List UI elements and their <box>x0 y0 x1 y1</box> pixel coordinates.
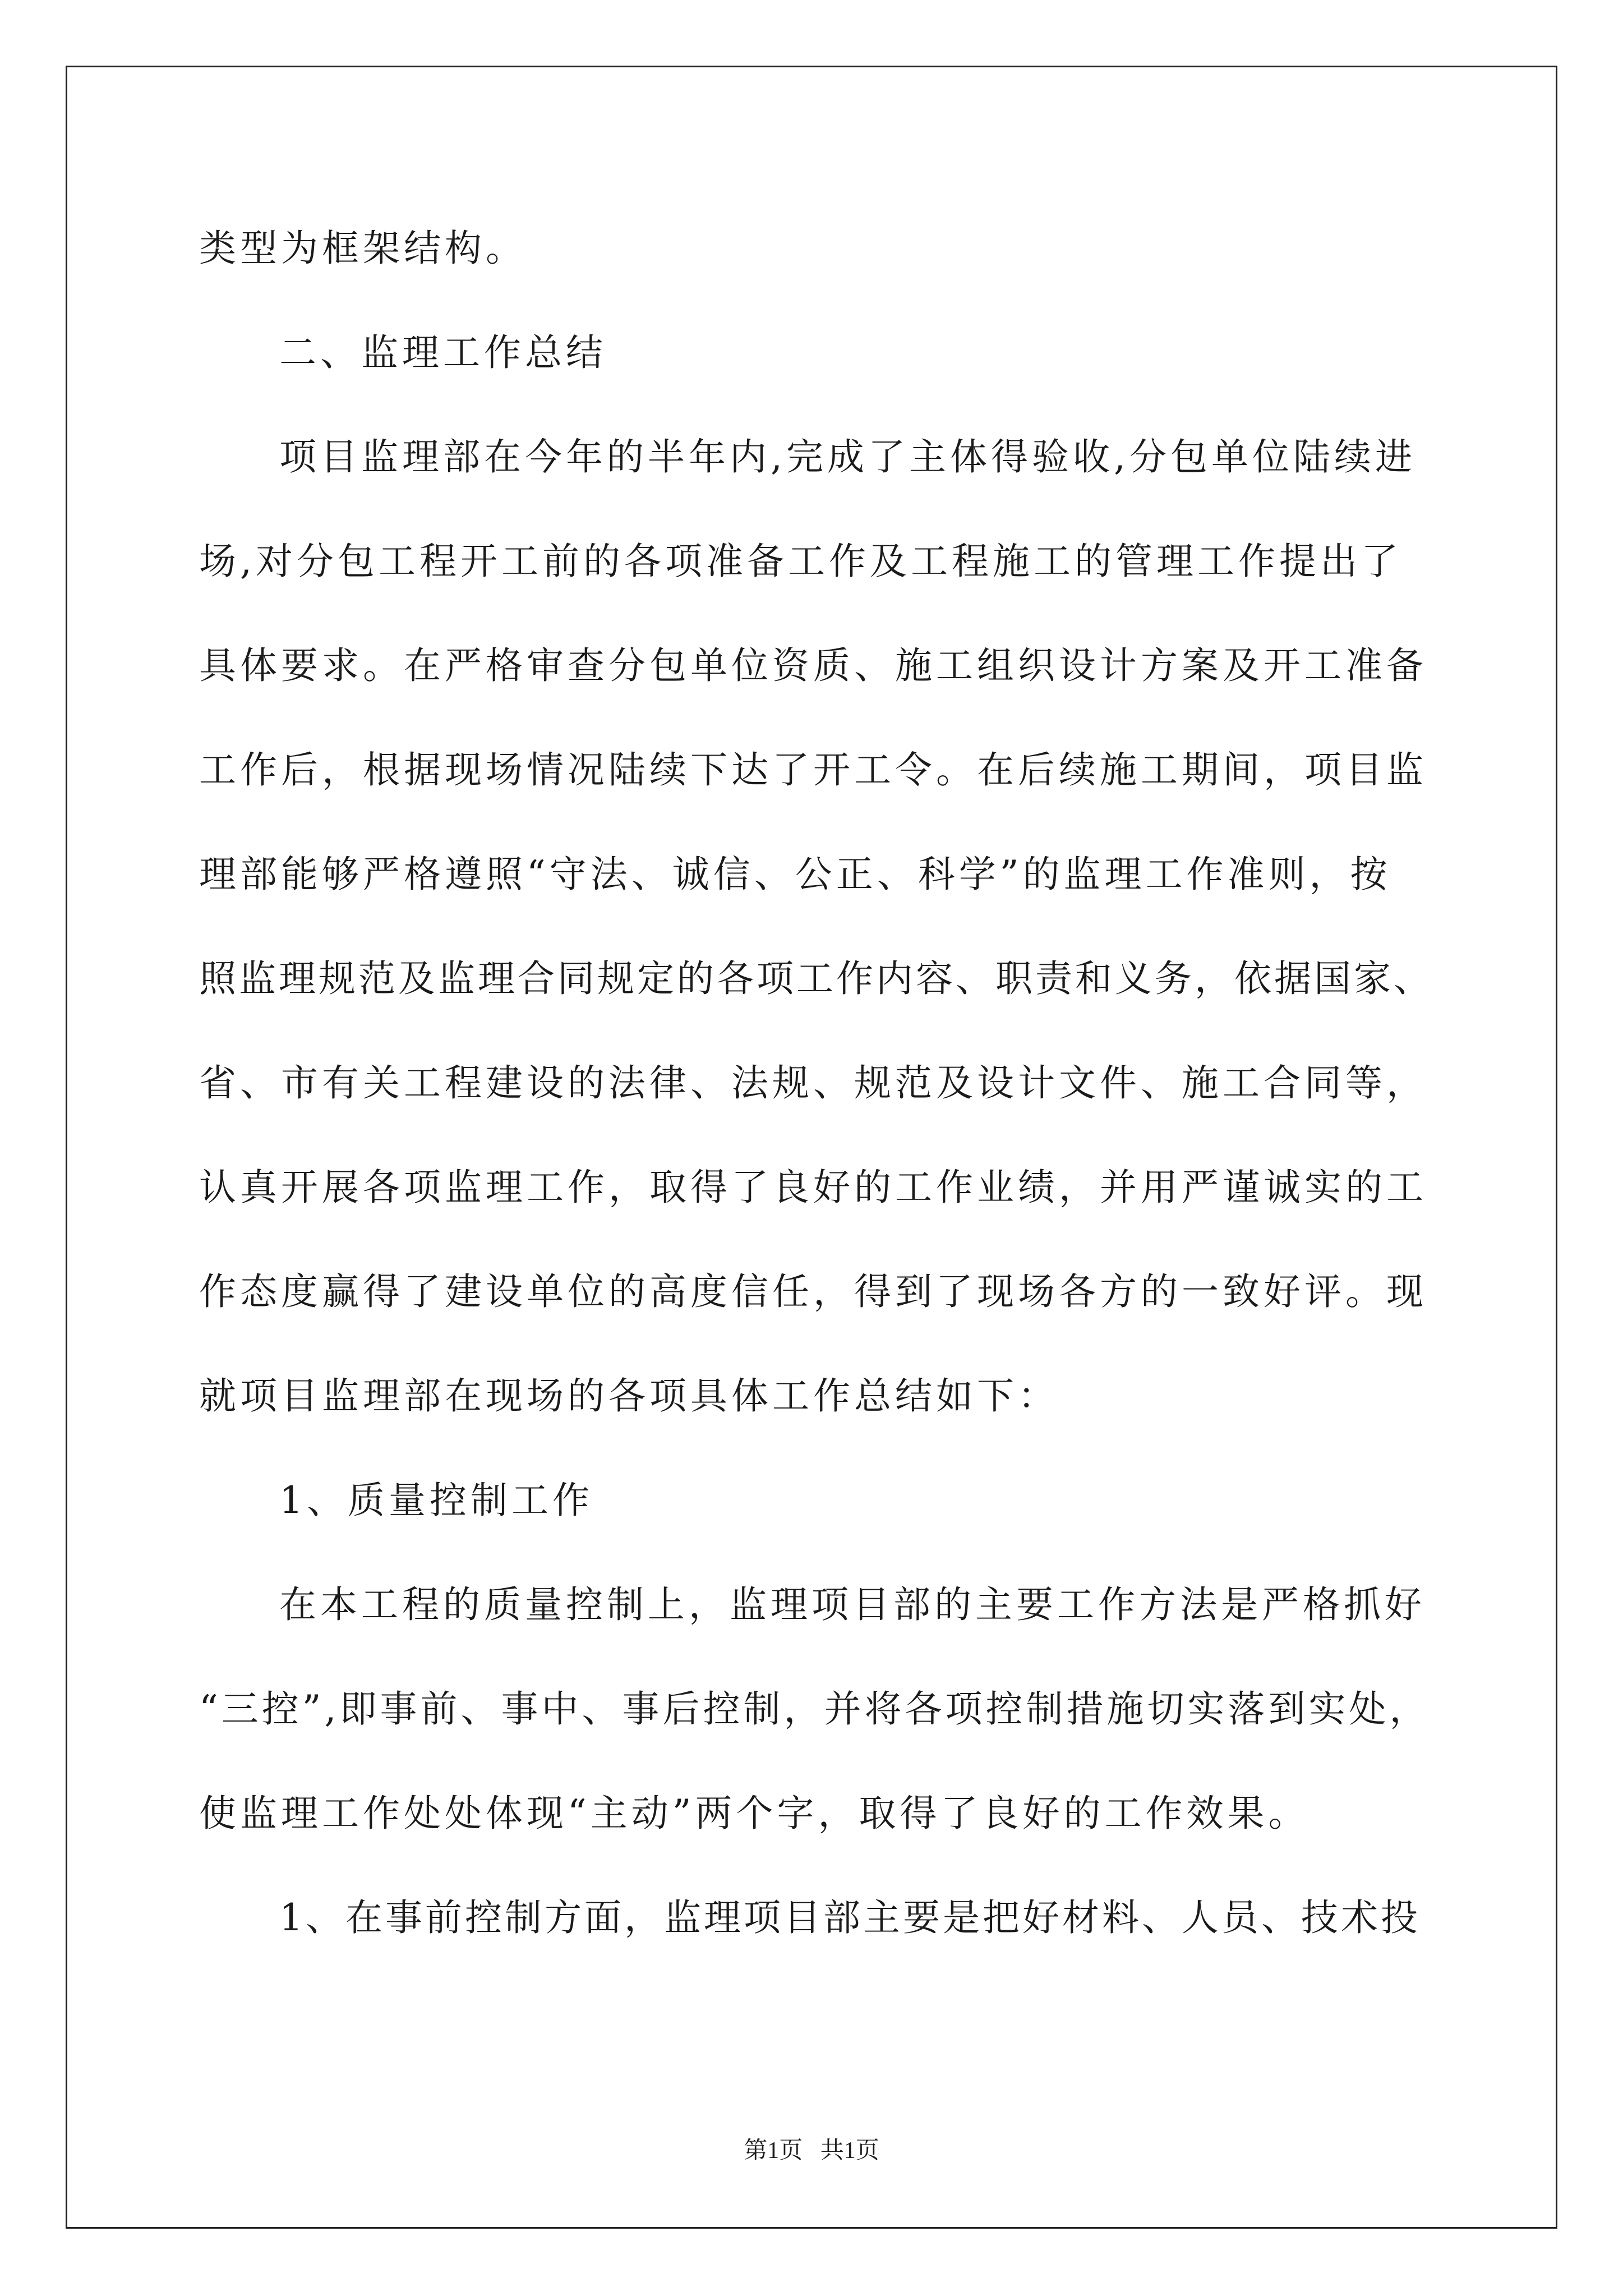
text-line: 场,对分包工程开工前的各项准备工作及工程施工的管理工作提出了 <box>199 540 1402 583</box>
text-line: 具体要求。在严格审查分包单位资质、施工组织设计方案及开工准备 <box>199 644 1427 687</box>
text-line: 照监理规范及监理合同规定的各项工作内容、职责和义务，依据国家、 <box>199 957 1433 1000</box>
text-line: “三控”,即事前、事中、事后控制，并将各项控制措施切实落到实处， <box>199 1687 1430 1731</box>
page-footer: 第1页 共1页 <box>744 2138 879 2164</box>
text-line: 在本工程的质量控制上，监理项目部的主要工作方法是严格抓好 <box>279 1583 1426 1626</box>
text-line: 理部能够严格遵照“守法、诚信、公正、科学”的监理工作准则，按 <box>199 853 1391 896</box>
text-line: 作态度赢得了建设单位的高度信任，得到了现场各方的一致好评。现 <box>199 1270 1427 1313</box>
section-heading: 二、监理工作总结 <box>279 331 607 374</box>
text-line: 项目监理部在今年的半年内,完成了主体得验收,分包单位陆续进 <box>279 435 1416 478</box>
text-line: 使监理工作处处体现“主动”两个字，取得了良好的工作效果。 <box>199 1792 1310 1835</box>
text-line: 就项目监理部在现场的各项具体工作总结如下： <box>199 1374 1059 1418</box>
section-heading: 1、质量控制工作 <box>279 1479 593 1522</box>
text-line: 工作后，根据现场情况陆续下达了开工令。在后续施工期间，项目监 <box>199 748 1427 792</box>
text-line: 1、在事前控制方面，监理项目部主要是把好材料、人员、技术投 <box>279 1896 1421 1939</box>
text-line: 省、市有关工程建设的法律、法规、规范及设计文件、施工合同等， <box>199 1061 1427 1105</box>
text-line: 认真开展各项监理工作，取得了良好的工作业绩，并用严谨诚实的工 <box>199 1166 1427 1209</box>
text-line: 类型为框架结构。 <box>199 227 527 270</box>
